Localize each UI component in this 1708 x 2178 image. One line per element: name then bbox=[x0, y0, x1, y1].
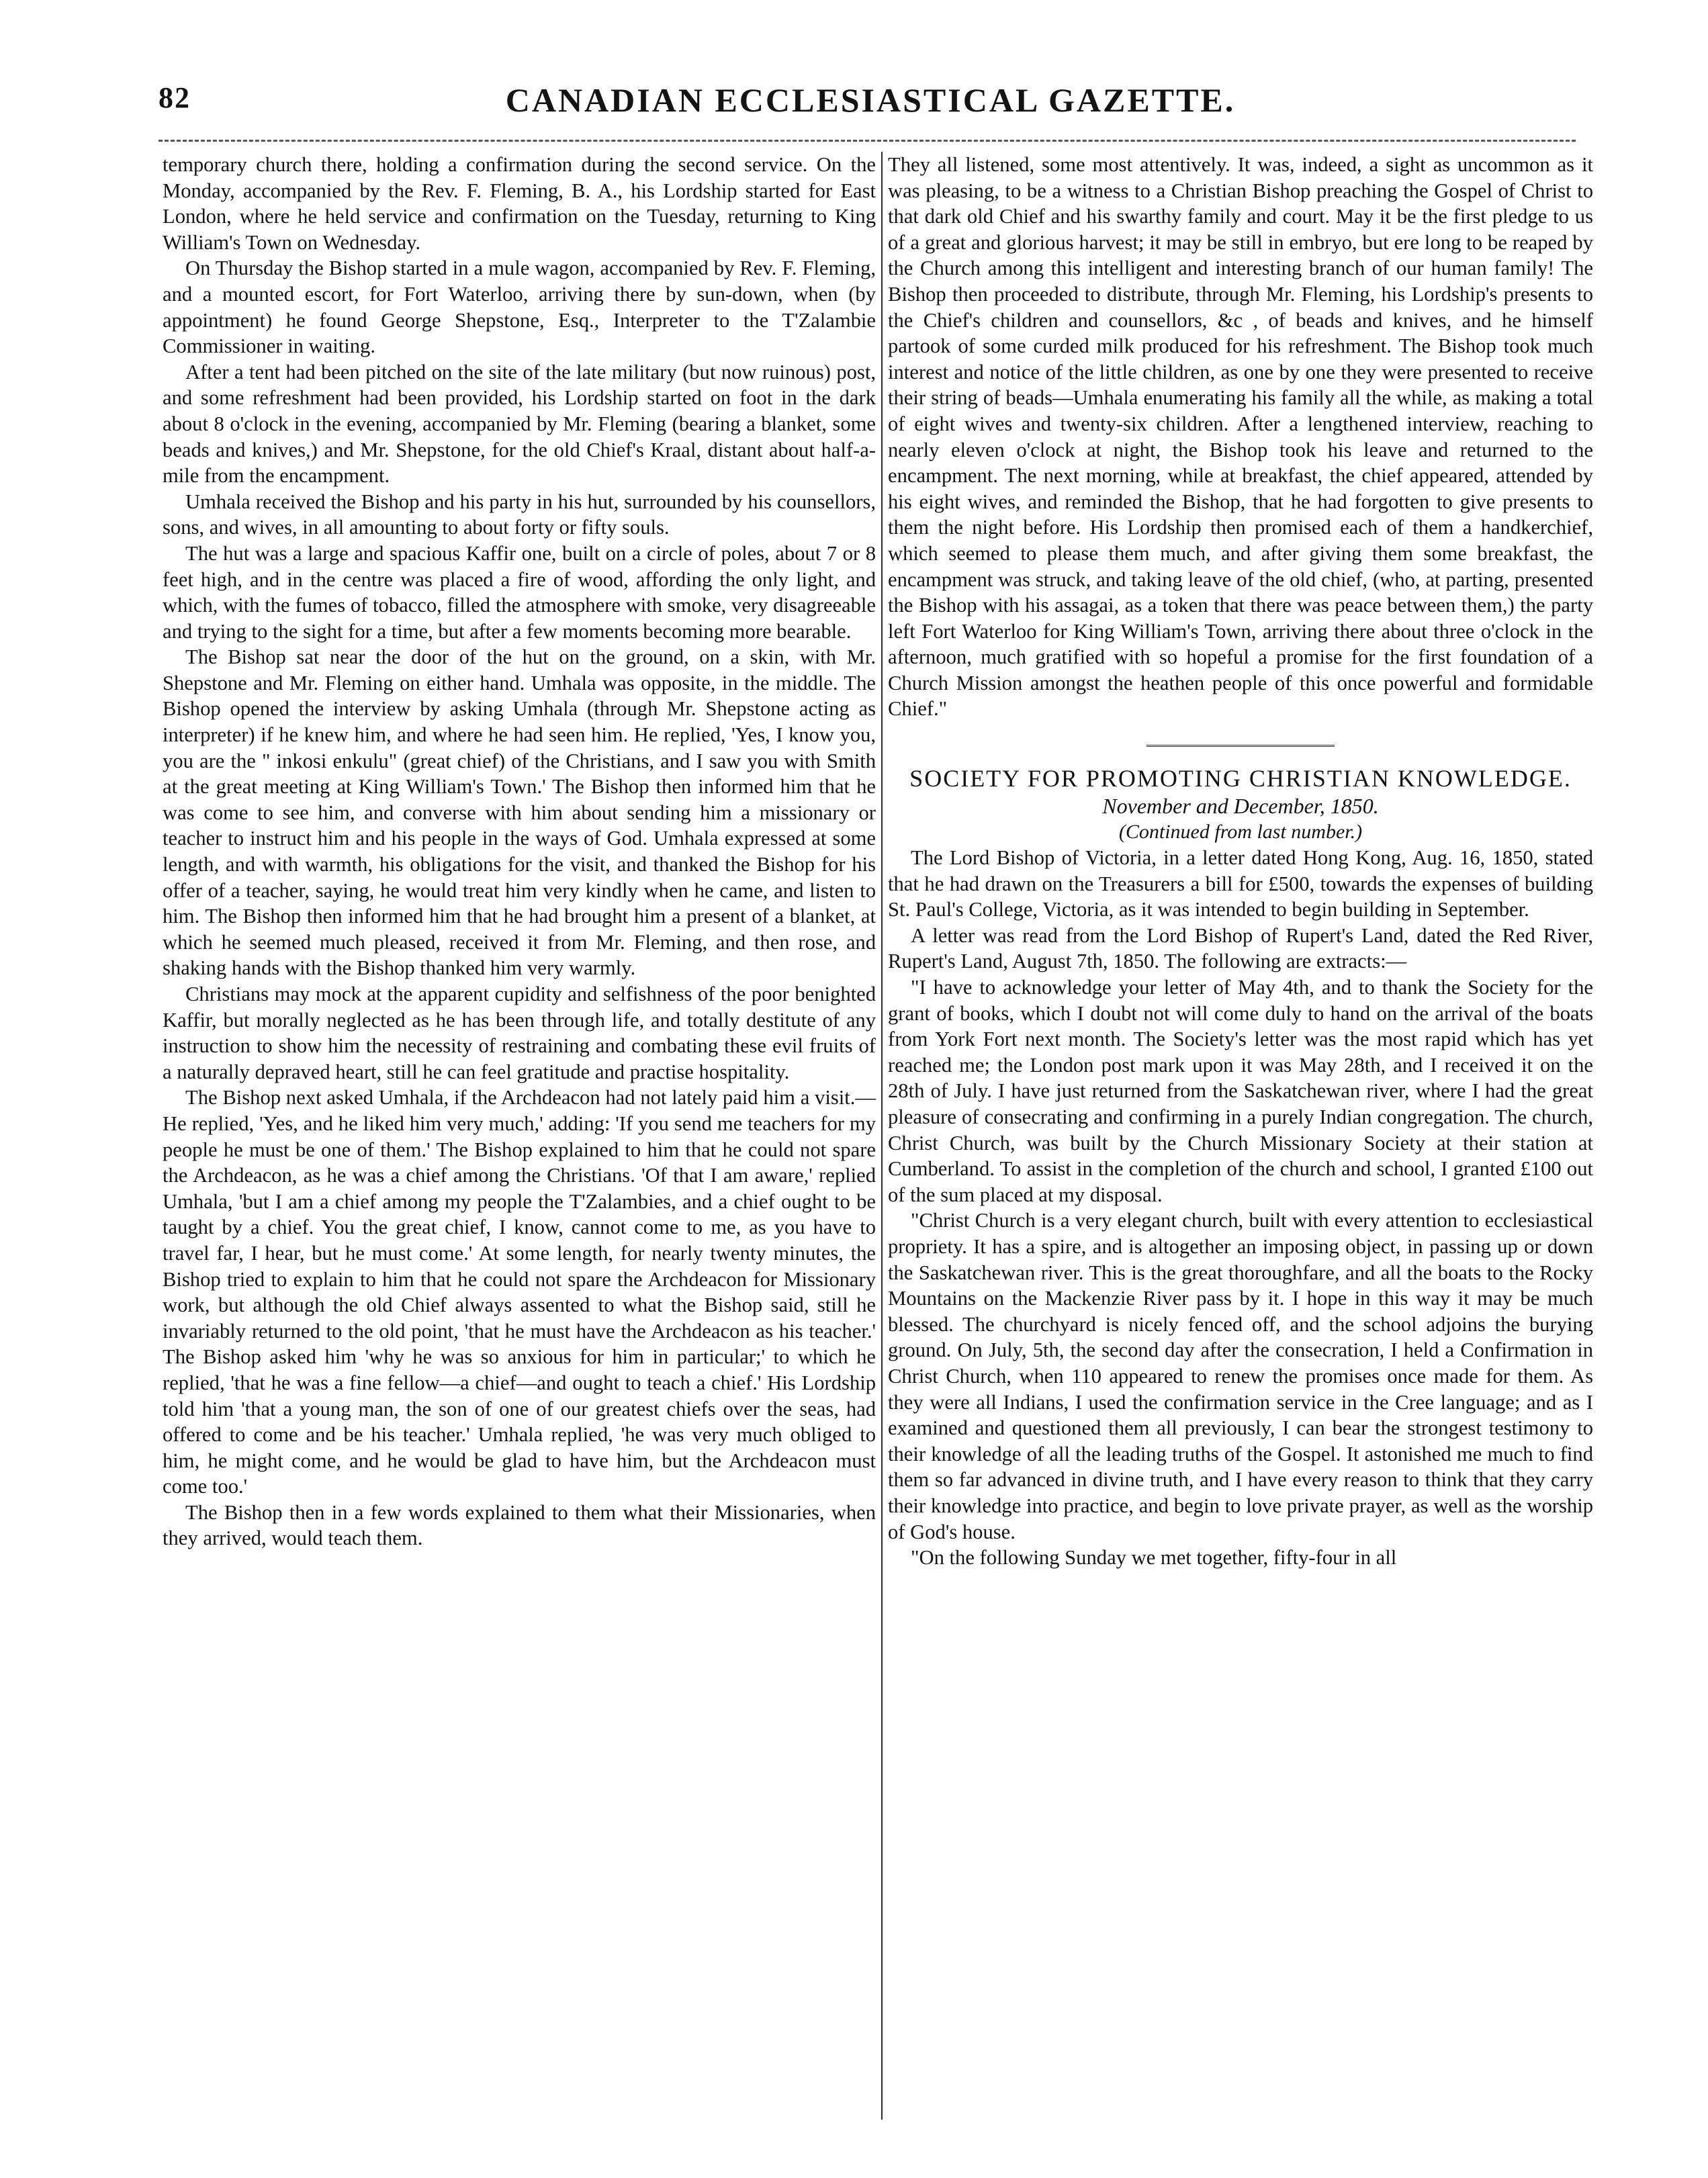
paragraph: The Bishop sat near the door of the hut on the ground, on a skin, with Mr. Shepstone and Mr. Fleming on either hand. Umhala was opposite, in the middle. The Bishop opened the interview by asking Umhala (through Mr. Shepstone acting as interpreter) if he knew him, and where he had seen him. He replied, 'Yes, I know you, you are the " inkosi enkulu" (great chief) of the Christians, and I saw you with Smith at the great meeting at King William's Town.' The Bishop then informed him that he was come to see him, and converse with him about sending him a missionary or teacher to instruct him and his people in the ways of God. Umhala expressed at some length, and with warmth, his obligations for the visit, and thanked the Bishop for his offer of a teacher, saying, he would treat him very kindly when he came, and listen to him. The Bishop then informed him that he had brought him a present of a blanket, at which he seemed much pleased, received it from Mr. Fleming, and then rose, and shaking hands with the Bishop thanked him very warmly. bbox=[163, 645, 876, 980]
paragraph: "On the following Sunday we met together, fifty-four in all bbox=[911, 1546, 1397, 1570]
section-date: November and December, 1850. bbox=[1102, 794, 1379, 819]
page-number: 82 bbox=[159, 81, 191, 114]
paragraph: "I have to acknowledge your letter of May 4th, and to thank the Society for the grant of books, which I doubt not will come duly to hand on the arrival of the boats from York Fort next month. The Society's letter was the most rapid which has yet reached me; the London post mark upon it was May 28th, and I received it on the 28th of July. I have just returned from the Saskatchewan river, where I had the great pleasure of consecrating and confirming in a purely Indian congregation. The church, Christ Church, was built by the Church Missionary Society at their station at Cumberland. To assist in the completion of the church and school, I granted £100 out of the sum placed at my disposal. bbox=[888, 976, 1593, 1206]
paragraph: They all listened, some most attentively. It was, indeed, a sight as uncommon as it was pleasing, to be a witness to a Christian Bishop preaching the Gospel of Christ to that dark old Chief and his swarthy family and court. May it be the first pledge to us of a great and glorious harvest; it may be still in embryo, but ere long to be reaped by the Church among this intelligent and interesting branch of our human family! The Bishop then proceeded to distribute, through Mr. Fleming, his Lordship's presents to the Chief's children and counsellors, &c , of beads and knives, and he himself partook of some curded milk produced for his refreshment. The Bishop took much interest and notice of the little children, as one by one they were presented to receive their string of beads—Umhala enumerating his family all the while, as making a total of eight wives and twenty-six children. After a lengthened interview, reaching to nearly eleven o'clock at night, the Bishop took his leave and returned to the encampment. The next morning, while at breakfast, the chief appeared, attended by his eight wives, and reminded the Bishop, that he had forgotten to give presents to them the night before. His Lordship then promised each of them a handkerchief, which seemed to please them much, and after giving them some breakfast, the encampment was struck, and taking leave of the old chief, (who, at parting, presented the Bishop with his assagai, as a token that there was peace between them,) the party left Fort Waterloo for King William's Town, arriving there about three o'clock in the afternoon, much gratified with so hopeful a promise for the first foundation of a Church Mission amongst the heathen people of this once powerful and formidable Chief." bbox=[888, 153, 1593, 721]
header-rule bbox=[159, 140, 1576, 142]
page-header bbox=[159, 81, 1582, 128]
paragraph: A letter was read from the Lord Bishop of Rupert's Land, dated the Red River, Rupert's Land, August 7th, 1850. The following are extracts:— bbox=[888, 923, 1593, 973]
column-divider bbox=[881, 152, 883, 2120]
left-column bbox=[163, 152, 876, 1551]
paragraph: The hut was a large and spacious Kaffir one, built on a circle of poles, about 7 or 8 feet high, and in the centre was placed a fire of wood, affording the only light, and which, with the fumes of tobacco, filled the atmosphere with smoke, very disagreeable and trying to the sight for a time, but after a few moments becoming more bearable. bbox=[163, 541, 876, 643]
paragraph: The Lord Bishop of Victoria, in a letter dated Hong Kong, Aug. 16, 1850, stated that he had drawn on the Treasurers a bill for £500, towards the expenses of building St. Paul's College, Victoria, as it was intended to begin building in September. bbox=[888, 846, 1593, 921]
running-title: CANADIAN ECCLESIASTICAL GAZETTE. bbox=[505, 81, 1236, 119]
paragraph: After a tent had been pitched on the site of the late military (but now ruinous) post, and some refreshment had been provided, his Lordship started on foot in the dark about 8 o'clock in the evening, accompanied by Mr. Fleming (bearing a blanket, some beads and knives,) and Mr. Shepstone, for the old Chief's Kraal, distant about half-a-mile from the encampment. bbox=[163, 360, 876, 488]
section-title: SOCIETY FOR PROMOTING CHRISTIAN KNOWLEDGE. bbox=[909, 765, 1572, 792]
paragraph: "Christ Church is a very elegant church, built with every attention to ecclesiastical propriety. It has a spire, and is altogether an imposing object, in passing up or down the Saskatchewan river. This is the great thoroughfare, and all the boats to the Rocky Mountains on the Mackenzie River pass by it. I hope in this way it may be much blessed. The churchyard is nicely fenced off, and the school adjoins the burying ground. On July, 5th, the second day after the consecration, I held a Confirmation in Christ Church, when 110 appeared to renew the promises once made for them. As they were all Indians, I used the confirmation service in the Cree language; and as I examined and questioned them all previously, I can bear the strongest testimony to their knowledge of all the leading truths of the Gospel. It astonished me much to find them so far advanced in divine truth, and I have every reason to think that they carry their knowledge into practice, and begin to love private prayer, as well as the worship of God's house. bbox=[888, 1209, 1593, 1543]
paragraph: The Bishop then in a few words explained to them what their Missionaries, when they arrived, would teach them. bbox=[163, 1500, 876, 1550]
section-rule bbox=[1147, 745, 1335, 747]
paragraph: The Bishop next asked Umhala, if the Archdeacon had not lately paid him a visit.—He replied, 'Yes, and he liked him very much,' adding: 'If you send me teachers for my people he must be one of them.' The Bishop explained to him that he could not spare the Archdeacon, as he was a chief among the Christians. 'Of that I am aware,' replied Umhala, 'but I am a chief among my people the T'Zalambies, and a chief ought to be taught by a chief. You the great chief, I know, cannot come to me, as you have to travel far, I hear, but he must come.' At some length, for nearly twenty minutes, the Bishop tried to explain to him that he could not spare the Archdeacon for Missionary work, but although the old Chief always assented to what the Bishop said, still he invariably returned to the old point, 'that he must have the Archdeacon as his teacher.' The Bishop asked him 'why he was so anxious for him in particular;' to which he replied, 'that he was a fine fellow—a chief—and ought to teach a chief.' His Lordship told him 'that a young man, the son of one of our greatest chiefs over the seas, had offered to come and be his teacher.' Umhala replied, 'he was very much obliged to him, he might come, and he would be glad to have him, but the Archdeacon must come too.' bbox=[163, 1086, 876, 1498]
paragraph: On Thursday the Bishop started in a mule wagon, accompanied by Rev. F. Fleming, and a mounted escort, for Fort Waterloo, arriving there by sun-down, when (by appointment) he found George Shepstone, Esq., Interpreter to the T'Zalambie Commissioner in waiting. bbox=[163, 257, 876, 358]
section-note: (Continued from last number.) bbox=[1118, 821, 1363, 844]
paragraph: Christians may mock at the apparent cupidity and selfishness of the poor benighted Kaffir, but morally neglected as he has been through life, and totally destitute of any instruction to show him the necessity of restraining and combating these evil fruits of a naturally depraved heart, still he can feel gratitude and practise hospitality. bbox=[163, 983, 876, 1083]
paragraph: temporary church there, holding a confirmation during the second service. On the Monday, accompanied by the Rev. F. Fleming, B. A., his Lordship started for East London, where he held service and confirmation on the Tuesday, returning to King William's Town on Wednesday. bbox=[163, 153, 876, 254]
right-column bbox=[888, 152, 1593, 1571]
paragraph: Umhala received the Bishop and his party in his hut, surrounded by his counsellors, sons, and wives, in all amounting to about forty or fifty souls. bbox=[163, 490, 876, 539]
